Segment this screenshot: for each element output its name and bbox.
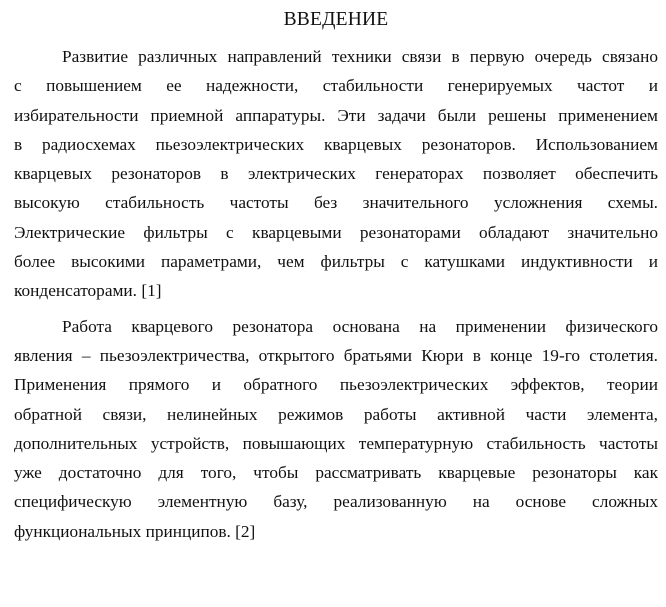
paragraph-line: Применения прямого и обратного пьезоэлектрических эффектов, теории [14,375,658,395]
paragraph-1 [14,42,658,306]
paragraph-2 [14,312,658,546]
paragraph-line: высокую стабильность частоты без значительного усложнения схемы. [14,193,658,213]
paragraph-line: явления – пьезоэлектричества, открытого братьями Кюри в конце 19-го столетия. [14,345,658,365]
paragraph-line: с повышением ее надежности, стабильности генерируемых частот и [14,76,658,96]
paragraph-line: конденсаторами. [1] [14,281,162,301]
paragraph-line: кварцевых резонаторов в электрических генераторах позволяет обеспечить [14,164,658,184]
paragraph-line: Электрические фильтры с кварцевыми резонаторами обладают значительно [14,222,658,242]
paragraph-line: Развитие различных направлений техники связи в первую очередь связано [62,47,658,66]
paragraph-line: специфическую элементную базу, реализованную на основе сложных [14,492,658,512]
paragraph-line: избирательности приемной аппаратуры. Эти задачи были решены применением [14,105,658,125]
paragraph-line: обратной связи, нелинейных режимов работы активной части элемента, [14,404,658,424]
document-title: ВВЕДЕНИЕ [283,9,389,30]
paragraph-line: более высокими параметрами, чем фильтры с катушками индуктивности и [14,252,658,272]
paragraph-line: дополнительных устройств, повышающих температурную стабильность частоты [14,433,658,453]
document-page [14,6,658,546]
paragraph-line: в радиосхемах пьезоэлектрических кварцевых резонаторов. Использованием [14,134,658,154]
paragraph-line: функциональных принципов. [2] [14,521,256,541]
paragraph-line: уже достаточно для того, чтобы рассматривать кварцевые резонаторы как [14,463,658,483]
paragraph-line: Работа кварцевого резонатора основана на применении физического [62,316,658,336]
